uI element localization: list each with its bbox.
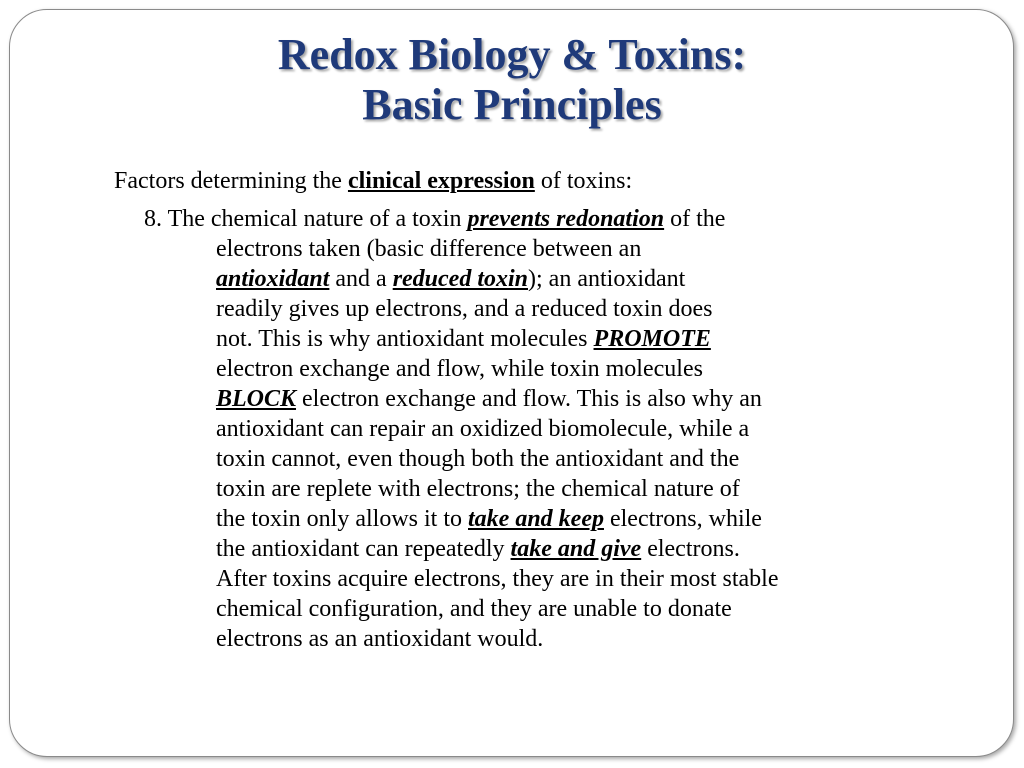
title-line-1: Redox Biology & Toxins: (277, 30, 747, 79)
slide-title (0, 30, 1024, 130)
text-run: the toxin only allows it to (216, 506, 468, 532)
text-run: of the (664, 206, 726, 232)
emphasis-take-and-keep: take and keep (468, 506, 604, 532)
point-line-3 (216, 264, 976, 294)
point-line-11 (216, 504, 976, 534)
intro-text (114, 166, 632, 196)
emphasis-prevents-redonation: prevents redonation (467, 206, 665, 232)
text-run: the antioxidant can repeatedly (216, 536, 511, 562)
point-line-8: antioxidant can repair an oxidized biomolecule, while a (216, 416, 750, 442)
title-line-2: Basic Principles (362, 80, 662, 129)
point-line-2: electrons taken (basic difference between an (216, 236, 642, 262)
point-line-14: chemical configuration, and they are unable to donate (216, 596, 732, 622)
text-run: and a (329, 266, 393, 292)
point-8 (144, 204, 976, 654)
text-run: electrons, while (603, 506, 762, 532)
point-line-6: electron exchange and flow, while toxin molecules (216, 356, 703, 382)
point-line-9: toxin cannot, even though both the antioxidant and the (216, 446, 740, 472)
point-line-13: After toxins acquire electrons, they are in their most stable (216, 566, 779, 592)
text-run: not. This is why antioxidant molecules (216, 326, 594, 352)
text-run: electrons. (641, 536, 740, 562)
text-run: ); an antioxidant (528, 266, 686, 292)
point-line-10: toxin are replete with electrons; the chemical nature of (216, 476, 740, 502)
point-line-7 (216, 384, 976, 414)
intro-emphasis: clinical expression (347, 168, 535, 194)
emphasis-antioxidant: antioxidant (216, 266, 330, 292)
point-line-4: readily gives up electrons, and a reduced toxin does (216, 296, 713, 322)
emphasis-promote: PROMOTE (593, 326, 711, 352)
text-run: electron exchange and flow. This is also why an (296, 386, 762, 412)
emphasis-reduced-toxin: reduced toxin (392, 266, 529, 292)
emphasis-block: BLOCK (216, 386, 297, 412)
intro-before: Factors determining the (114, 168, 348, 194)
point-line-15: electrons as an antioxidant would. (216, 626, 544, 652)
text-run: 8. The chemical nature of a toxin (144, 206, 468, 232)
intro-after: of toxins: (534, 168, 633, 194)
point-line-5 (216, 324, 976, 354)
emphasis-take-and-give: take and give (510, 536, 642, 562)
point-line-1 (144, 204, 976, 234)
point-line-12 (216, 534, 976, 564)
